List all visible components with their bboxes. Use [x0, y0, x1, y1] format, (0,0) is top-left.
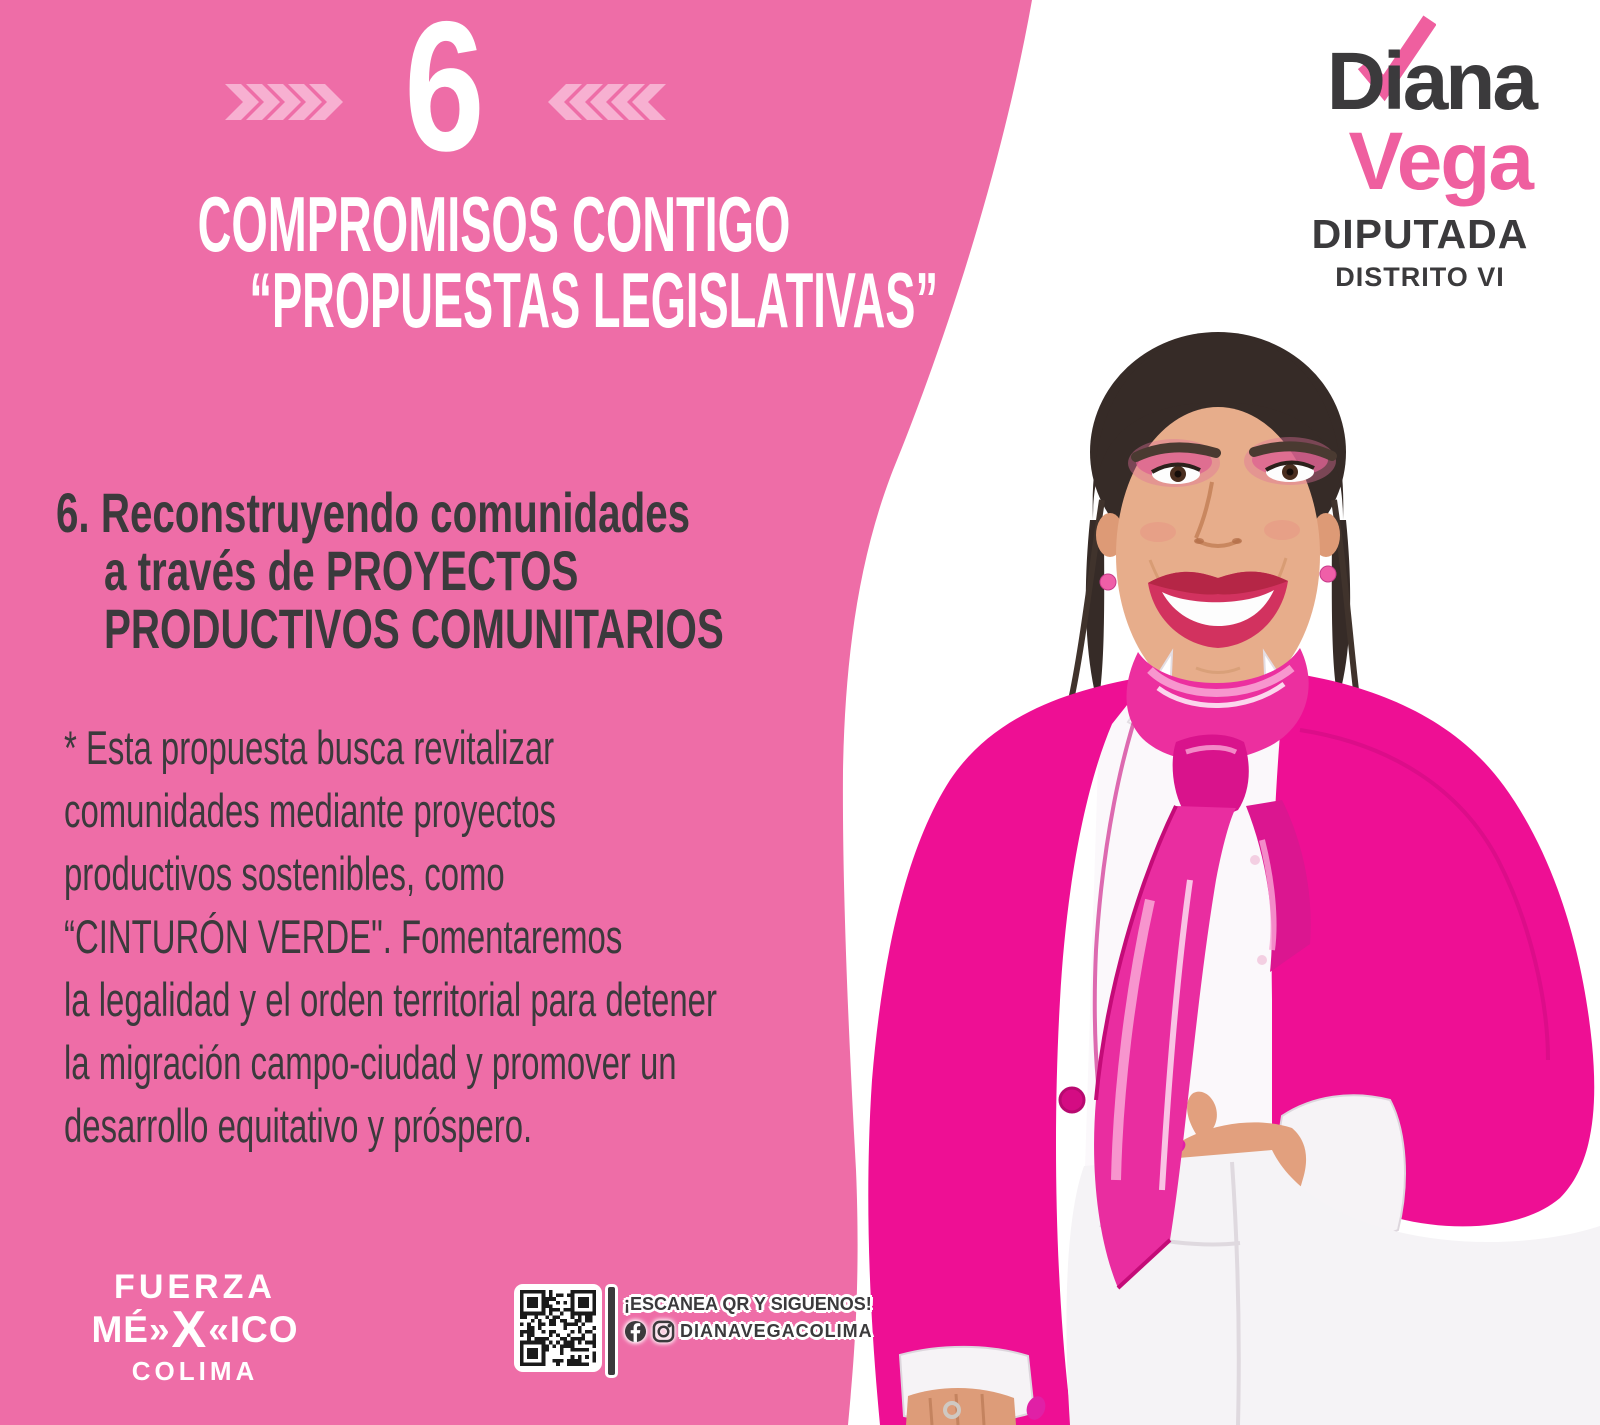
scan-cta: ¡ESCANEA QR Y SIGUENOS! — [624, 1294, 872, 1314]
party-logo — [70, 1268, 320, 1386]
party-x-icon: X — [171, 1301, 208, 1359]
party-name-line1: FUERZA — [114, 1268, 276, 1306]
candidate-last-name: Vega — [1348, 116, 1532, 207]
instagram-icon — [652, 1320, 675, 1343]
proposal-body-line: la migración campo-ciudad y promover un — [64, 1036, 677, 1089]
divider — [605, 1284, 618, 1378]
party-name-line2 — [70, 1301, 320, 1359]
proposal-body-line: “CINTURÓN VERDE". Fomentaremos — [64, 910, 623, 963]
qr-code — [514, 1284, 602, 1372]
chevrons-left-icon — [548, 84, 666, 120]
proposal-body-line: productivos sostenibles, como — [64, 847, 505, 900]
proposal-body-line: comunidades mediante proyectos — [64, 784, 556, 837]
party-name-prefix: MÉ» — [91, 1309, 171, 1350]
qr-pattern-icon — [520, 1290, 596, 1366]
chevrons-right-icon — [225, 84, 343, 120]
header-number: 6 — [404, 0, 485, 190]
proposal-body-line: desarrollo equitativo y próspero. — [64, 1099, 533, 1152]
candidate-first-name: Diana — [1326, 36, 1535, 127]
candidate-district: DISTRITO VI — [1335, 262, 1505, 292]
party-name-suffix: «ICO — [208, 1309, 299, 1350]
header-title-line2: “PROPUESTAS LEGISLATIVAS” — [249, 256, 939, 344]
proposal-body-line: * Esta propuesta busca revitalizar — [64, 721, 555, 774]
header-title-line1: COMPROMISOS CONTIGO — [197, 180, 791, 268]
facebook-icon — [624, 1320, 647, 1343]
social-row — [624, 1320, 873, 1343]
party-name-line3: COLIMA — [131, 1356, 259, 1386]
proposal-heading-line: 6. Reconstruyendo comunidades — [56, 481, 691, 544]
proposal-heading-line: PRODUCTIVOS COMUNITARIOS — [104, 597, 724, 660]
proposal-heading — [56, 481, 876, 660]
social-handle: DIANAVEGACOLIMA — [680, 1321, 873, 1341]
candidate-role: DIPUTADA — [1311, 211, 1529, 257]
proposal-heading-line: a través de PROYECTOS — [104, 539, 579, 602]
proposal-body — [64, 716, 924, 1157]
proposal-body-line: la legalidad y el orden territorial para detener — [64, 973, 717, 1026]
